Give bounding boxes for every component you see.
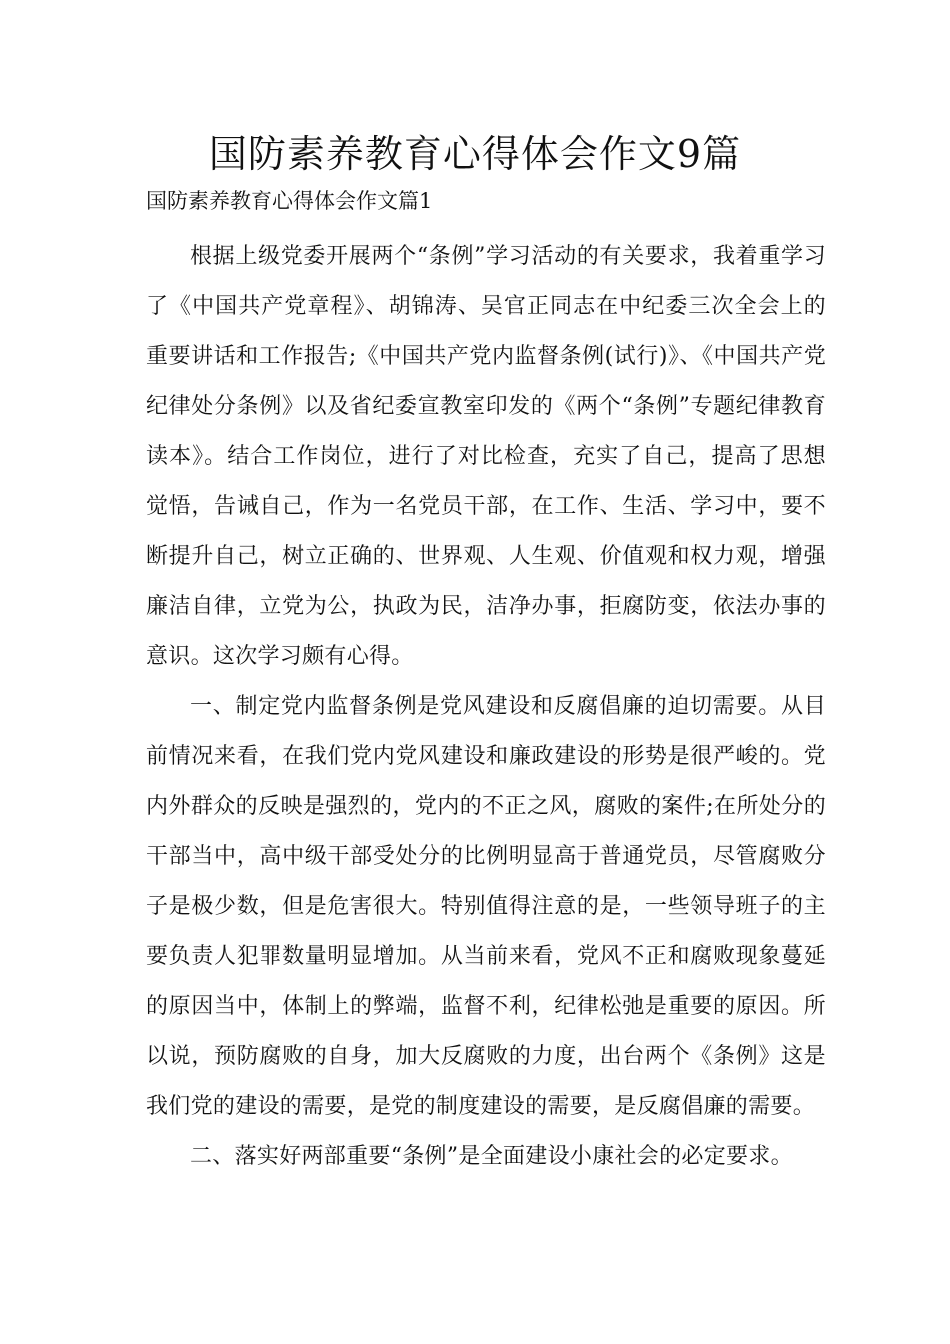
paragraph: 根据上级党委开展两个“条例”学习活动的有关要求，我着重学习了《中国共产党章程》、胡锦涛、吴官正同志在中纪委三次全会上的重要讲话和工作报告;《中国共产党内监督条例(试行)》、《中国共产党纪律处分条例》以及省纪委宣教室印发的《两个“条例”专题纪律教育读本》。结合工作岗位，进行了对比检查，充实了自己，提高了思想觉悟，告诫自己，作为一名党员干部，在工作、生活、学习中，要不断提升自己，树立正确的、世界观、人生观、价值观和权力观，增强廉洁自律，立党为公，执政为民，洁净办事，拒腐防变，依法办事的意识。这次学习颇有心得。 (146, 244, 826, 669)
document-title: 国防素养教育心得体会作文9篇 (208, 132, 742, 176)
document-body (146, 232, 826, 1182)
section-heading: 国防素养教育心得体会作文篇1 (146, 189, 433, 213)
paragraph: 二、落实好两部重要“条例”是全面建设小康社会的必定要求。 (190, 1144, 793, 1169)
paragraph: 一、制定党内监督条例是党风建设和反腐倡廉的迫切需要。从目前情况来看，在我们党内党风建设和廉政建设的形势是很严峻的。党内外群众的反映是强烈的，党内的不正之风，腐败的案件;在所处分的干部当中，高中级干部受处分的比例明显高于普通党员，尽管腐败分子是极少数，但是危害很大。特别值得注意的是，一些领导班子的主要负责人犯罪数量明显增加。从当前来看，党风不正和腐败现象蔓延的原因当中，体制上的弊端，监督不利，纪律松弛是重要的原因。所以说，预防腐败的自身，加大反腐败的力度，出台两个《条例》这是我们党的建设的需要，是党的制度建设的需要，是反腐倡廉的需要。 (146, 694, 826, 1119)
